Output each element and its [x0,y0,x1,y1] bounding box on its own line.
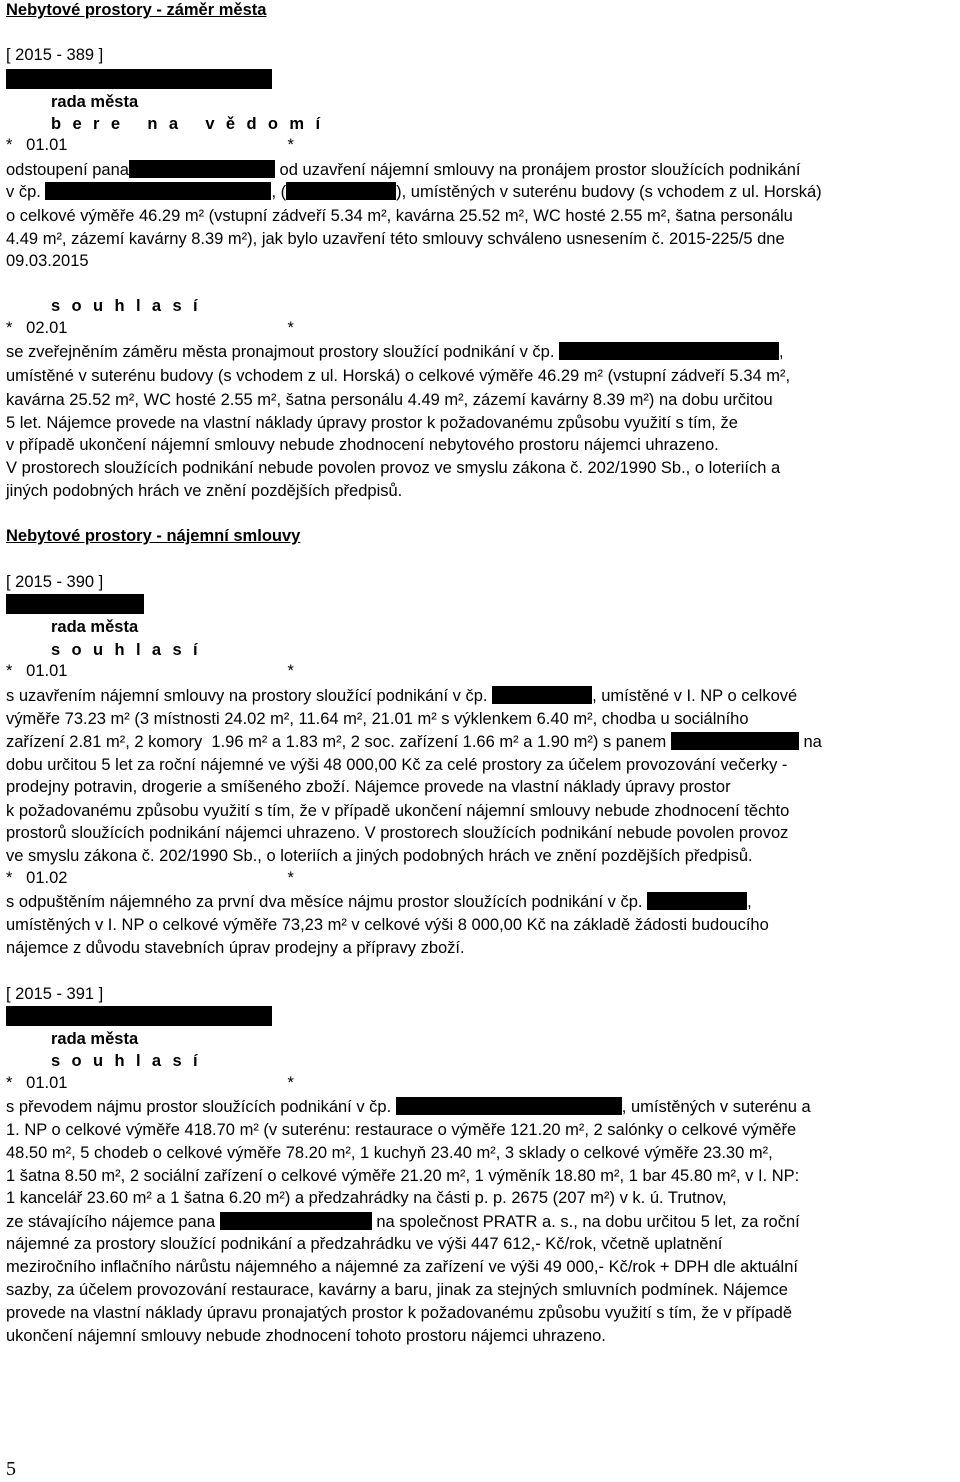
text-line: sazby, za účelem provozování restaurace, kavárny a baru, jinak za stejných smluvních podmínek. Nájemce [6,1281,788,1299]
text-line: 5 let. Nájemce provede na vlastní náklady úpravy prostor k požadovanému způsobu využití s tím, že [6,414,738,432]
resolution-ref: [ 2015 - 391 ] [6,985,104,1003]
text-line: s uzavřením nájemní smlouvy na prostory sloužící podnikání v čp. , umístěné v I. NP o celkové [6,687,798,705]
text-line: 1 šatna 8.50 m², 2 sociální zařízení o celkové výměře 21.20 m², 1 výměník 18.80 m², 1 bar 45.80 m², v I. NP: [6,1167,800,1185]
item-number: * 01.01 * [6,662,294,680]
text-line: s převodem nájmu prostor sloužících podnikání v čp. , umístěných v suterénu a [6,1098,811,1116]
resolution-verb: b e r e n a v ě d o m í [51,115,324,133]
redaction-bar [45,182,271,200]
text-line: 1. NP o celkové výměře 418.70 m² (v suterénu: restaurace o výměře 121.20 m², 2 salónky o celkové výměře [6,1121,797,1139]
text-line: 48.50 m², 5 chodeb o celkové výměře 78.20 m², 1 kuchyň 23.40 m², 3 sklady o celkové výměře 23.30 m², [6,1144,773,1162]
text-line: ukončení nájemní smlouvy nebude zhodnocení tohoto prostoru nájemci uhrazeno. [6,1327,606,1345]
redaction-bar [647,892,747,910]
redaction-bar [671,732,799,750]
text-line: provede na vlastní náklady úpravu pronajatých prostor k požadovanému způsobu využití s tím, že v případě [6,1304,793,1322]
text-line: ze stávajícího nájemce pana na společnost PRATR a. s., na dobu určitou 5 let, za roční [6,1213,800,1231]
resolution-verb: s o u h l a s í [51,297,202,315]
item-number: * 01.01 * [6,1074,294,1092]
redaction-bar [286,182,396,200]
text-line: ve smyslu zákona č. 202/1990 Sb., o loteriích a jiných podobných hrách ve znění pozdějších předpisů. [6,847,753,865]
text-line: k požadovanému způsobu využití s tím, že v případě ukončení nájemní smlouvy nebude zhodnocení těchto [6,802,790,820]
text-line: v případě ukončení nájemní smlouvy nebude zhodnocení nebytového prostoru nájemci uhrazeno. [6,436,719,454]
text-line: 1 kancelář 23.60 m² a 1 šatna 6.20 m²) a předzahrádky na části p. p. 2675 (207 m²) v k. ú. Trutnov, [6,1189,727,1207]
redaction-bar [492,686,592,704]
resolution-verb: s o u h l a s í [51,1052,202,1070]
text-line: odstoupení pana od uzavření nájemní smlouvy na pronájem prostor sloužících podnikání [6,161,801,179]
text-line: kavárna 25.52 m², WC hosté 2.55 m², šatna personálu 4.49 m², zázemí kavárny 8.39 m²) na dobu určitou [6,391,773,409]
body-name: rada města [51,93,139,111]
resolution-ref: [ 2015 - 389 ] [6,46,104,64]
text-line: nájemné za prostory sloužící podnikání a předzahrádku ve výši 447 612,- Kč/rok, včetně uplatnění [6,1235,723,1253]
resolution-verb: s o u h l a s í [51,641,202,659]
section-heading: Nebytové prostory - nájemní smlouvy [6,527,301,545]
page-number: 5 [6,1458,16,1480]
text-line: jiných podobných hrách ve znění pozdějších předpisů. [6,482,403,500]
text-line: se zveřejněním záměru města pronajmout prostory sloužící podnikání v čp. , [6,343,784,361]
text-line: dobu určitou 5 let za roční nájemné ve výši 48 000,00 Kč za celé prostory za účelem provozování večerky - [6,756,788,774]
redaction-bar [220,1212,372,1230]
item-number: * 01.02 * [6,869,294,887]
item-number: * 01.01 * [6,136,294,154]
text-line: umístěné v suterénu budovy (s vchodem z ul. Horská) o celkové výměře 46.29 m² (vstupní zádveří 5.34 m², [6,367,791,385]
text-line: prostorů sloužících podnikání nájemci uhrazeno. V prostorech sloužících podnikání nebude povolen provoz [6,824,789,842]
redaction-bar [129,160,275,178]
item-number: * 02.01 * [6,319,294,337]
text-line: 4.49 m², zázemí kavárny 8.39 m²), jak bylo uzavření této smlouvy schváleno usnesením č. 2015-225/5 dne [6,230,785,248]
redaction-bar [559,342,779,360]
redaction-bar [396,1097,622,1115]
redaction-bar [6,1006,272,1026]
text-line: umístěných v I. NP o celkové výměře 73,23 m² v celkové výši 8 000,00 Kč na základě žádosti budoucího [6,916,769,934]
section-heading: Nebytové prostory - záměr města [6,1,267,19]
text-line: v čp. , ( ), umístěných v suterénu budovy (s vchodem z ul. Horská) [6,183,822,201]
text-line: zařízení 2.81 m², 2 komory 1.96 m² a 1.83 m², 2 soc. zařízení 1.66 m² a 1.90 m²) s panem na [6,733,822,751]
resolution-ref: [ 2015 - 390 ] [6,573,104,591]
text-line: prodejny potravin, drogerie a smíšeného zboží. Nájemce provede na vlastní náklady úpravy prostor [6,778,731,796]
redaction-bar [6,69,272,89]
text-line: 09.03.2015 [6,252,89,270]
text-line: o celkové výměře 46.29 m² (vstupní zádveří 5.34 m², kavárna 25.52 m², WC hosté 2.55 m², šatna personálu [6,207,793,225]
redaction-bar [6,594,144,614]
body-name: rada města [51,1030,139,1048]
text-line: meziročního inflačního nárůstu nájemného a nájemné za zařízení ve výši 49 000,- Kč/rok + DPH dle aktuální [6,1258,798,1276]
text-line: s odpuštěním nájemného za první dva měsíce nájmu prostor sloužících podnikání v čp. , [6,893,752,911]
text-line: V prostorech sloužících podnikání nebude povolen provoz ve smyslu zákona č. 202/1990 Sb., o loteriích a [6,459,781,477]
body-name: rada města [51,618,139,636]
text-line: výměře 73.23 m² (3 místnosti 24.02 m², 11.64 m², 21.01 m² s výklenkem 6.40 m², chodba u sociálního [6,710,749,728]
text-line: nájemce z důvodu stavebních úprav prodejny a přípravy zboží. [6,939,465,957]
